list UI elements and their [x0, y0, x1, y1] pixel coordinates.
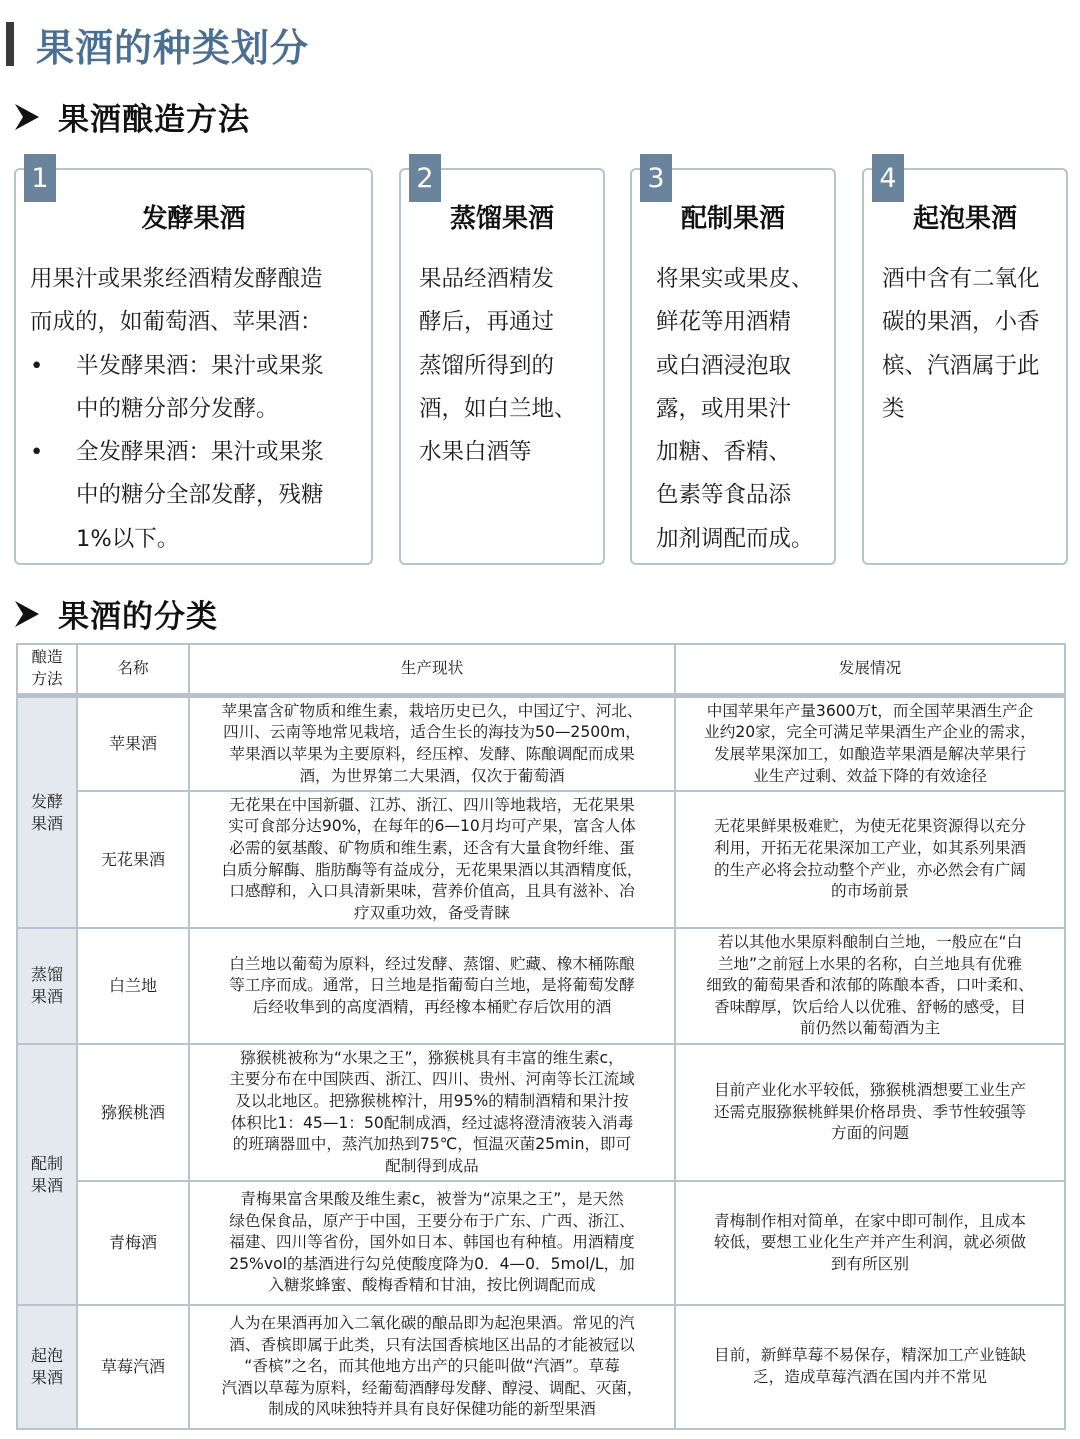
row-name: 无花果酒 [78, 792, 188, 927]
header-status: 生产现状 [190, 645, 674, 693]
card-line: 蒸馏所得到的 [419, 352, 555, 379]
row-status: 苹果富含矿物质和维生素，栽培历史已久，中国辽宁、河北、 四川、云南等地常见栽培，适合生长的海技为50—2500m， 苹果酒以苹果为主要原料，经压榨、发酵、陈酿调配而成果 酒，为世界第二大果酒，仅次于葡萄酒 [221, 701, 643, 785]
card-line: 酒中含有二氧化 [882, 266, 1040, 292]
bullet-dot-icon: • [30, 352, 44, 379]
card-line: 用果汁或果浆经酒精发酵酿造 [30, 266, 323, 292]
card-body [656, 258, 830, 561]
card-bullet-item: • 半发酵果酒：果汁或果浆 [30, 345, 359, 388]
card-blended [630, 162, 836, 565]
methods-heading-text: 果酒酿造方法 [58, 102, 250, 138]
card-sparkling [862, 162, 1068, 565]
card-line: 露，或用果汁 [656, 395, 792, 422]
card-title: 配制果酒 [680, 204, 785, 234]
row-development: 中国苹果年产量3600万t，而全国苹果酒生产企 业约20家，完全可满足苹果酒生产企业的需求， 发展苹果深加工，如酿造苹果酒是解决苹果行 业生产过剩、效益下降的有效途径 [704, 701, 1036, 785]
row-name: 猕猴桃酒 [78, 1045, 188, 1180]
card-bullet-item: • 全发酵果酒：果汁或果浆 [30, 431, 359, 474]
row-status: 人为在果酒再加入二氧化碳的酿品即为起泡果酒。常见的汽 酒、香槟即属于此类，只有法国香槟地区出品的才能被冠以 “香槟”之名，而其他地方出产的只能叫做“汽酒”。草莓 汽酒以草莓为原料，经葡萄酒酵母发酵、醇浸、调配、灭菌， 制成的风味独特并具有良好保健功能的新型果酒 [221, 1314, 643, 1419]
row-name: 苹果酒 [78, 698, 188, 790]
classification-table [16, 643, 1066, 1430]
row-name: 白兰地 [78, 929, 188, 1043]
methods-heading [14, 94, 250, 139]
row-status: 无花果在中国新疆、江苏、浙江、四川等地栽培，无花果果 实可食部分达90%，在每年的6—10月均可产果，富含人体 必需的氨基酸、矿物质和维生素，还含有大量食物纤维、蛋 白质分解酶、脂肪酶等有益成分，无花果果酒以其酒精度低， 口感醇和，入口具清新果味，营养价值高，且具有滋补、冶 疗双重功效，备受青睐 [221, 795, 643, 922]
row-name: 青梅酒 [78, 1182, 188, 1304]
row-development: 无花果鲜果极难贮，为使无花果资源得以充分 利用，开拓无花果深加工产业，如其系列果酒 的生产必将会拉动整个产业，亦必然会有广阔 的市场前景 [714, 817, 1026, 901]
card-line: 1%以下。 [76, 525, 180, 552]
row-status: 青梅果富含果酸及维生素c，被誉为“凉果之王”，是天然 绿色保食品，原产于中国，王要分布于广东、广西、浙江、 福建、四川等省份，国外如日本、韩国也有种植。用酒精度 25%vol的基酒进行勾兑使酸度降为0．4—0．5mol/L，加 入糖浆蜂蜜、酸梅香精和甘油，按比例调配而成 [229, 1190, 635, 1295]
card-line: 鲜花等用酒精 [656, 309, 792, 336]
card-distilled [399, 162, 605, 565]
card-title: 起泡果酒 [912, 204, 1017, 234]
method-sparkling: 起泡 果酒 [18, 1306, 76, 1428]
card-line: 槟、汽酒属于此 [882, 352, 1040, 379]
row-development: 青梅制作相对简单，在家中即可制作，且成本 较低，要想工业化生产并产生利润，就必须做 到有所区别 [714, 1211, 1026, 1273]
card-line: 碳的果酒，小香 [882, 309, 1040, 336]
row-status: 猕猴桃被称为“水果之王”，猕猴桃具有丰富的维生素c， 主要分布在中国陕西、浙江、四川、贵州、河南等长江流域 及以北地区。把猕猴桃榨汁，用95%的精制酒精和果汁按 体积比1：45—1：50配制成酒，经过滤将澄清液装入消毒 的班璃器皿中，蒸汽加热到75℃，恒温灭菌25min，即可 配制得到成品 [229, 1048, 635, 1175]
bullet-dot-icon: • [30, 439, 44, 466]
header-development: 发展情况 [676, 645, 1064, 693]
card-body [882, 258, 1064, 431]
classification-heading-text: 果酒的分类 [58, 599, 218, 635]
row-status: 白兰地以葡萄为原料，经过发酵、蒸馏、贮藏、橡木桶陈酿 等工序而成。通常，日兰地是指葡萄白兰地，是将葡萄发酵 后经收隼到的高度酒精，再经橡本桶贮存后饮用的酒 [229, 954, 635, 1016]
card-number: 1 [24, 154, 56, 202]
method-distilled: 蒸馏 果酒 [18, 929, 76, 1043]
card-line: 类 [882, 395, 905, 422]
row-development: 目前，新鲜草莓不易保存，精深加工产业链缺 乏，造成草莓汽酒在国内并不常见 [714, 1346, 1026, 1386]
card-line: 色素等食品添 [656, 482, 792, 509]
row-development: 若以其他水果原料酿制白兰地，一般应在“白 兰地”之前冠上水果的名称，白兰地具有优雅 细致的葡萄果香和浓郁的陈酿本香，口叶柔和、 香味醇厚，饮后给人以优雅、舒畅的感受，目 前仍然以葡萄酒为主 [706, 933, 1034, 1038]
card-line: 或白酒浸泡取 [656, 352, 792, 379]
header-name: 名称 [78, 645, 188, 693]
card-line: 酵后，再通过 [419, 309, 555, 336]
card-line: 而成的，如葡萄酒、苹果酒： [30, 309, 323, 336]
arrow-bullet-icon [14, 600, 40, 628]
card-number: 3 [640, 154, 672, 202]
page-title [0, 14, 309, 74]
card-line: 加剂调配而成。 [656, 525, 814, 552]
card-line: 水果白酒等 [419, 439, 532, 466]
card-line: 中的糖分全部发酵，残糖 [76, 482, 324, 509]
card-line: 果品经酒精发 [419, 266, 555, 292]
card-body [419, 258, 591, 474]
row-name: 草莓汽酒 [78, 1306, 188, 1428]
page-title-text: 果酒的种类划分 [36, 25, 310, 70]
card-line: 中的糖分部分发酵。 [76, 395, 279, 422]
header-method: 酿造 方法 [18, 645, 76, 693]
row-development: 目前产业化水平较低，猕猴桃酒想要工业生产 还需克服猕猴桃鲜果价格昂贵、季节性较强等 方面的问题 [714, 1081, 1026, 1143]
card-number: 4 [872, 154, 904, 202]
method-fermented: 发酵 果酒 [18, 698, 76, 927]
title-accent-bar [6, 22, 14, 66]
card-line: 酒，如白兰地、 [419, 395, 577, 422]
card-title: 发酵果酒 [141, 204, 246, 234]
classification-heading [14, 591, 218, 636]
arrow-bullet-icon [14, 103, 40, 131]
card-fermented [14, 162, 373, 565]
card-title: 蒸馏果酒 [449, 204, 554, 234]
card-line: 将果实或果皮、 [656, 266, 814, 292]
card-number: 2 [409, 154, 441, 202]
card-line: 加糖、香精、 [656, 439, 792, 466]
method-blended: 配制 果酒 [18, 1045, 76, 1304]
card-body [30, 258, 359, 561]
